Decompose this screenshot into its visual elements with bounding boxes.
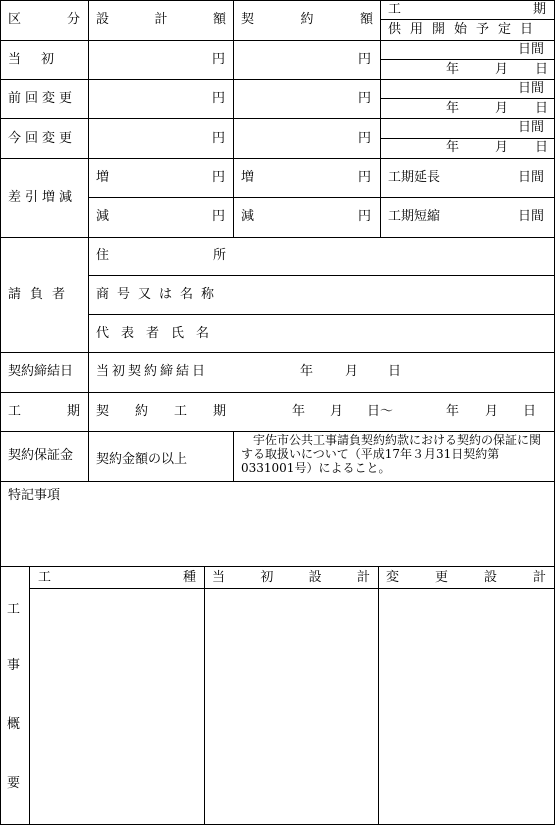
rule	[0, 40, 555, 41]
zo-keiyaku: 増	[241, 170, 255, 185]
rule	[0, 566, 555, 567]
koki-end-year: 年	[446, 404, 460, 419]
border-top	[0, 0, 555, 1]
rule	[0, 431, 555, 432]
keiyaku-yen: 円	[358, 91, 372, 106]
gen-keiyaku-yen: 円	[358, 209, 372, 224]
rule	[88, 275, 555, 276]
rule	[88, 314, 555, 315]
zo-sekkei: 増	[96, 170, 110, 185]
koki-label: 工 期	[8, 404, 80, 419]
gaiyo-char-1: 工	[7, 602, 21, 617]
teiketsu-label: 契約締結日	[8, 364, 74, 379]
rule	[29, 588, 555, 589]
jusho-label: 住 所	[96, 248, 226, 263]
rule	[233, 0, 234, 238]
gen-keiyaku: 減	[241, 209, 255, 224]
sashihiki-label: 差引増減	[8, 190, 77, 205]
rule	[88, 0, 89, 482]
kyoyo-header: 供用開始予定日	[388, 22, 543, 37]
rule	[0, 158, 555, 159]
sekkei-yen: 円	[212, 91, 226, 106]
daihyo-label: 代表者氏名	[96, 326, 222, 341]
teiketsu-sub: 当初契約締結日	[96, 364, 209, 379]
rule	[0, 118, 555, 119]
nichikan: 日間	[518, 42, 545, 57]
rule	[378, 566, 379, 825]
date-month: 月	[495, 140, 509, 155]
teiketsu-day: 日	[388, 364, 402, 379]
henko-sekkei-header: 変 更 設 計	[386, 570, 546, 585]
tanshuku-nichikan: 日間	[518, 209, 545, 224]
koki-end-month: 月	[485, 404, 499, 419]
nichikan: 日間	[518, 120, 545, 135]
rule	[0, 352, 555, 353]
koshu-header: 工 種	[38, 570, 196, 585]
keiyaku-koki-label: 契 約 工 期	[96, 404, 226, 419]
koki-header: 工 期	[388, 2, 546, 17]
koki-start-day: 日〜	[367, 404, 394, 419]
gaiyo-char-3: 概	[7, 717, 21, 732]
rule	[233, 431, 234, 482]
koki-end-day: 日	[523, 404, 537, 419]
zo-sekkei-yen: 円	[212, 170, 226, 185]
tosho-sekkei-header: 当 初 設 計	[212, 570, 370, 585]
tokki-label: 特記事項	[8, 488, 61, 503]
row-label-konkai: 今回変更	[8, 131, 77, 146]
hoshokin-amount: 契約金額の以上	[96, 452, 188, 467]
rule	[0, 79, 555, 80]
date-year: 年	[446, 140, 460, 155]
date-year: 年	[446, 101, 460, 116]
date-year: 年	[446, 62, 460, 77]
kubun-header: 区 分	[8, 12, 80, 27]
gaiyo-char-4: 要	[7, 776, 21, 791]
date-month: 月	[495, 101, 509, 116]
gen-sekkei: 減	[96, 209, 110, 224]
hoshokin-note: 宇佐市公共工事請負契約約款における契約の保証に関する取扱いについて（平成17年３月31日契約第0331001号）によること。	[241, 433, 542, 475]
rule	[380, 59, 555, 60]
rule	[0, 392, 555, 393]
koki-start-month: 月	[330, 404, 344, 419]
keiyaku-yen: 円	[358, 52, 372, 67]
date-day: 日	[535, 101, 549, 116]
ukeoi-label: 請負者	[8, 287, 75, 302]
rule	[380, 0, 381, 238]
encho-nichikan: 日間	[518, 170, 545, 185]
zo-keiyaku-yen: 円	[358, 170, 372, 185]
hoshokin-label: 契約保証金	[8, 448, 74, 463]
sekkei-yen: 円	[212, 131, 226, 146]
row-label-tosho: 当初	[8, 52, 75, 67]
teiketsu-month: 月	[345, 364, 359, 379]
rule	[204, 566, 205, 825]
teiketsu-year: 年	[300, 364, 314, 379]
row-label-zenkai: 前回変更	[8, 91, 77, 106]
koki-encho: 工期延長	[388, 170, 441, 185]
border-left	[0, 0, 1, 825]
date-day: 日	[535, 140, 549, 155]
gaiyo-char-2: 事	[7, 658, 21, 673]
rule	[380, 138, 555, 139]
rule	[29, 566, 30, 825]
date-day: 日	[535, 62, 549, 77]
sekkei-yen: 円	[212, 52, 226, 67]
sekkei-header: 設 計 額	[96, 12, 226, 27]
rule	[380, 98, 555, 99]
nichikan: 日間	[518, 81, 545, 96]
shogo-label: 商号又は名称	[96, 287, 223, 302]
koki-start-year: 年	[292, 404, 306, 419]
keiyaku-header: 契 約 額	[241, 12, 373, 27]
keiyaku-yen: 円	[358, 131, 372, 146]
rule	[88, 197, 555, 198]
rule	[0, 481, 555, 482]
gen-sekkei-yen: 円	[212, 209, 226, 224]
rule	[0, 237, 555, 238]
date-month: 月	[495, 62, 509, 77]
koki-tanshuku: 工期短縮	[388, 209, 441, 224]
rule	[380, 19, 555, 20]
